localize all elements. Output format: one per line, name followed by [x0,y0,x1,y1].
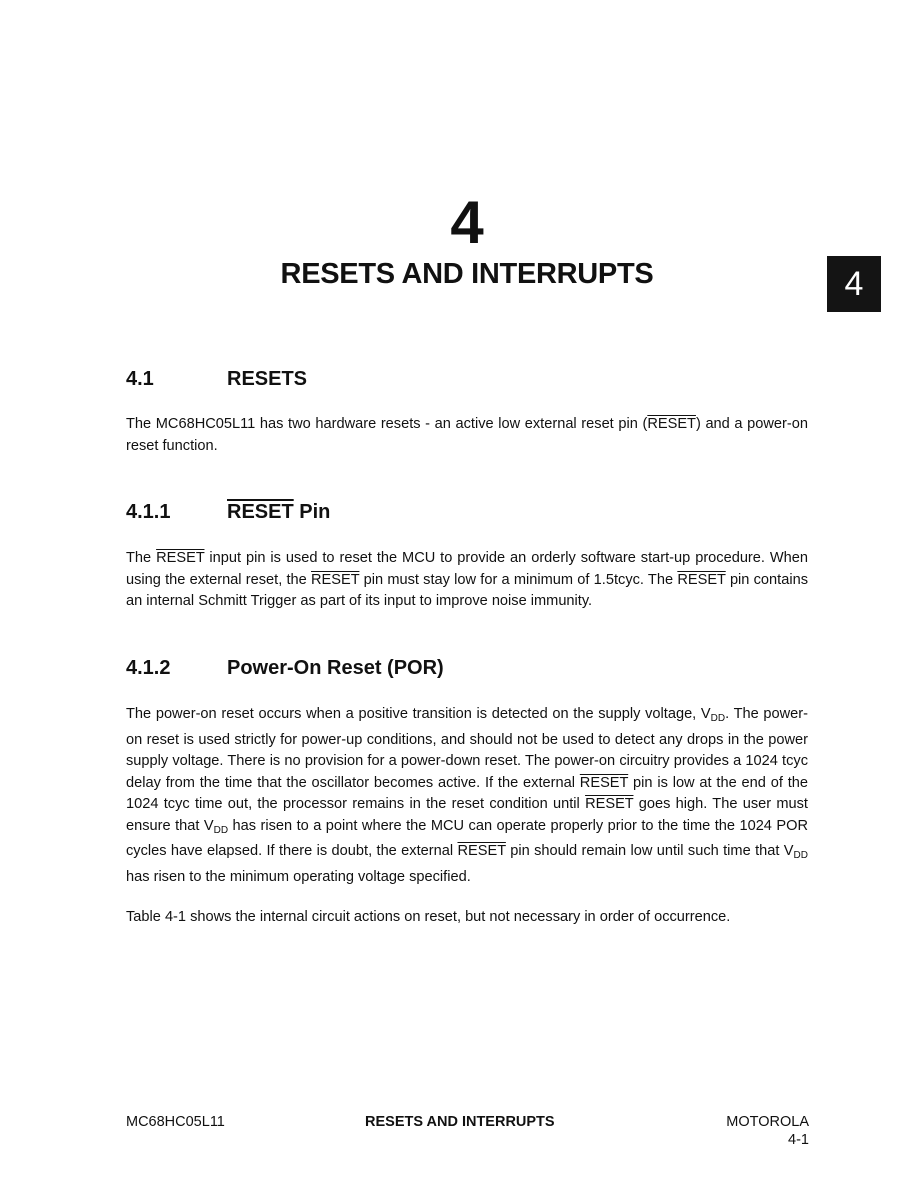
text-run: The power-on reset occurs when a positive transition is detected on the supply voltage, V [126,706,711,722]
text-run: input pin is used to reset the MCU to provide an orderly software start-up procedure. When using the external reset, the [126,550,809,588]
chapter-title: RESETS AND INTERRUPTS [280,258,654,290]
reset-signal-name: RESET [457,843,506,859]
subscript: DD [793,850,808,861]
section-number: 4.1.1 [126,501,171,523]
section-number: 4.1.2 [126,657,171,679]
section-title: Pin [293,501,331,523]
reset-signal-name: RESET [647,416,696,432]
reset-signal-name: RESET [585,796,634,812]
section-heading-4-1-1 [126,499,330,525]
text-run: . The power-on reset is used strictly for power-up conditions, and should not be used to detect any drops in the power supply voltage. There is no provision for a power-down reset. The power-on circuitry provides a 1024 tcyc delay from the time that the oscillator becomes active. If the external [126,706,809,791]
text-run: has risen to a point where the MCU can operate properly prior to the time the 1024 POR cycles have elapsed. If there is doubt, the external [126,817,809,859]
reset-signal-name: RESET [156,550,205,566]
chapter-number: 4 [450,189,484,256]
text-run: goes high. The user must ensure that V [126,796,808,834]
text-run: The [126,550,157,566]
text-run: pin contains an internal Schmitt Trigger as part of its input to improve noise immunity. [126,571,808,609]
reset-signal-name: RESET [677,571,726,588]
footer-part-number: MC68HC05L11 [126,1114,225,1130]
text-run: pin should remain low until such time that V [505,843,794,859]
subscript: DD [213,824,229,836]
section-title: RESETS [227,368,308,390]
subscript: DD [710,713,726,724]
reset-signal-name: RESET [579,774,629,791]
footer-publisher: MOTOROLA [726,1114,809,1130]
text-run: The MC68HC05L11 has two hardware resets - an active low external reset pin ( [126,416,648,432]
paragraph-power-on-reset [126,704,808,888]
section-heading-4-1 [126,366,307,392]
text-run: has risen to the minimum operating voltage specified. [126,868,471,885]
text-run: pin is low at the end of the 1024 tcyc time out, the processor remains in the reset condition until [126,774,808,812]
paragraph-table-reference: Table 4-1 shows the internal circuit actions on reset, but not necessary in order of occurrence. [126,909,731,925]
paragraph-resets [126,414,808,457]
page-number: 4-1 [788,1132,809,1148]
chapter-thumb-tab: 4 [827,256,881,312]
footer-chapter-title: RESETS AND INTERRUPTS [365,1114,555,1130]
text-run: pin must stay low for a minimum of 1.5tcyc. The [359,571,678,588]
footer-publisher-page [700,1113,809,1149]
section-title: Power-On Reset (POR) [227,657,444,679]
reset-signal-name: RESET [311,571,360,588]
reset-signal-name: RESET [227,501,294,523]
paragraph-reset-pin [126,548,808,613]
text-run: ) and a power-on reset function. [126,416,808,454]
section-number: 4.1 [126,368,154,390]
section-heading-4-1-2 [126,655,444,681]
